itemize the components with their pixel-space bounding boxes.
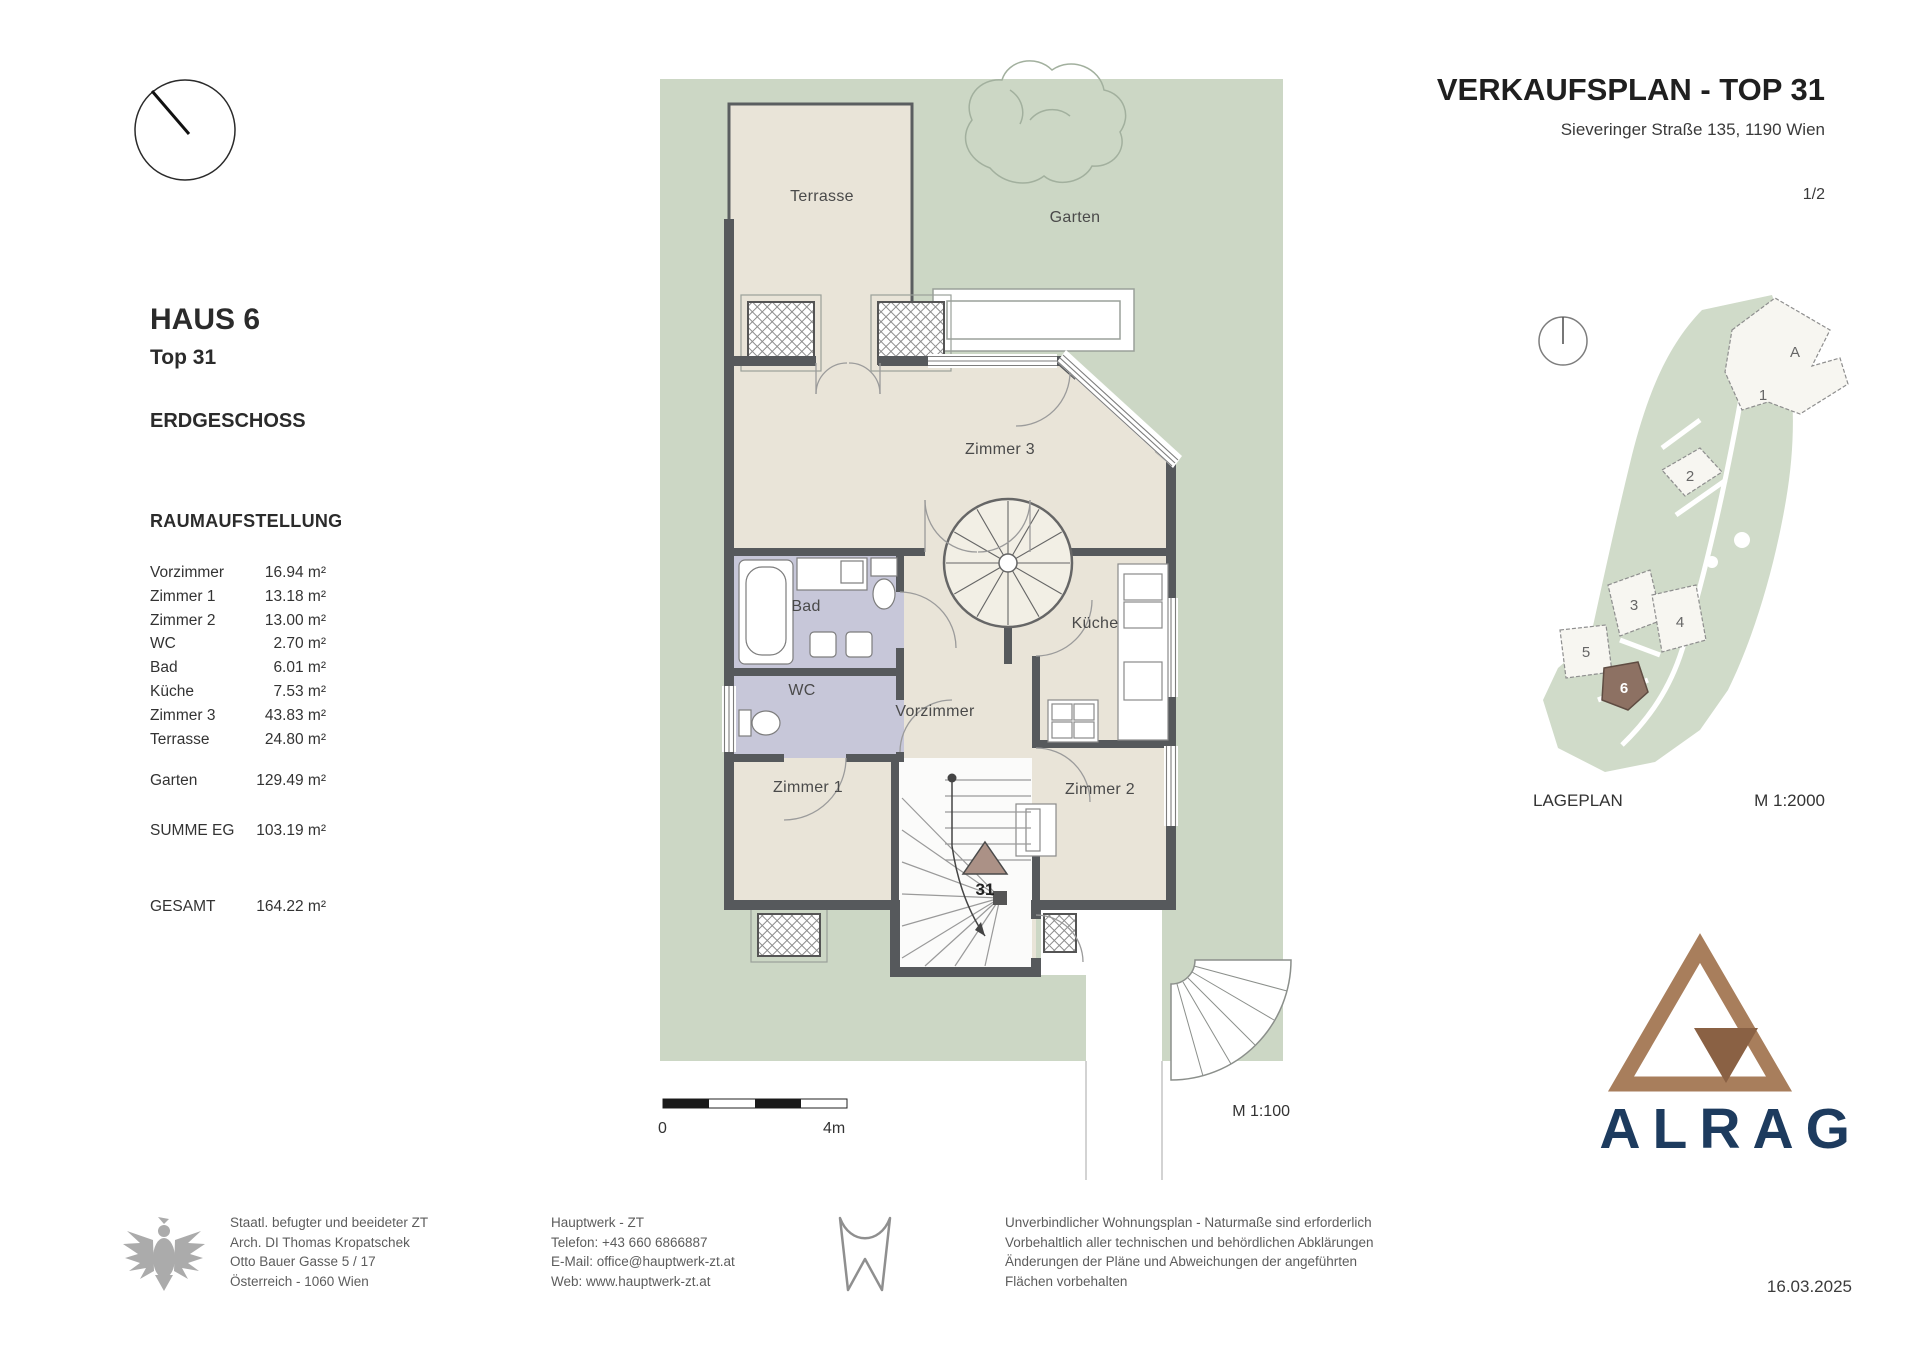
site-label-1: 1 [1758, 387, 1768, 404]
sum-eg-area: 103.19 m² [256, 822, 326, 839]
site-label-5: 5 [1581, 644, 1591, 661]
table-row: Zimmer 1 13.18 m² [150, 587, 326, 605]
scale-zero: 0 [658, 1120, 667, 1137]
siteplan-compass-icon [1539, 317, 1587, 365]
room-label-bad: Bad [791, 598, 821, 615]
total-area: 164.22 m² [256, 898, 326, 915]
table-row: Zimmer 2 13.00 m² [150, 611, 326, 629]
plan-scale: M 1:100 [1232, 1103, 1290, 1120]
plan-date: 16.03.2025 [1766, 1277, 1852, 1296]
footer-line: Österreich - 1060 Wien [230, 1273, 369, 1289]
footer-line: E-Mail: office@hauptwerk-zt.at [551, 1254, 735, 1269]
site-label-4: 4 [1675, 614, 1685, 631]
footer-line: Telefon: +43 660 6866887 [551, 1234, 708, 1250]
entrance-number: 31 [975, 880, 995, 899]
room-table-body [150, 561, 326, 751]
footer-disclaimer [1005, 1213, 1374, 1291]
room-label-zimmer2: Zimmer 2 [1065, 781, 1135, 798]
footer-line: Otto Bauer Gasse 5 / 17 [230, 1254, 376, 1269]
garden-label: Garten [150, 772, 198, 789]
footer-line: Hauptwerk - ZT [551, 1215, 645, 1230]
footer-line: Unverbindlicher Wohnungsplan - Naturmaße sind erforderlich [1005, 1215, 1372, 1230]
table-row: Vorzimmer 16.94 m² [150, 564, 326, 581]
footer-line: Änderungen der Pläne und Abweichungen der angeführten [1005, 1254, 1358, 1269]
room-label-kueche: Küche [1071, 615, 1119, 632]
hauptwerk-logo-icon [840, 1218, 890, 1290]
table-row: Bad 6.01 m² [150, 659, 326, 677]
footer-office [551, 1213, 735, 1291]
room-label-vorzimmer: Vorzimmer [895, 703, 975, 720]
alrag-wordmark: ALRAG [1599, 1097, 1862, 1161]
footer-architect [230, 1213, 428, 1291]
site-label-a: A [1789, 344, 1801, 361]
garden-area: 129.49 m² [256, 772, 326, 789]
site-label-6: 6 [1619, 680, 1629, 697]
footer-line: Arch. DI Thomas Kropatschek [230, 1234, 410, 1250]
lageplan-label: LAGEPLAN [1533, 791, 1623, 810]
table-row: Zimmer 3 43.83 m² [150, 706, 326, 724]
house-title: HAUS 6 [150, 303, 261, 336]
scale-four: 4m [823, 1120, 846, 1137]
footer-line: Web: www.hauptwerk-zt.at [551, 1273, 711, 1289]
footer-line: Flächen vorbehalten [1005, 1273, 1128, 1289]
room-table-title: RAUMAUFSTELLUNG [150, 511, 343, 531]
table-row: Küche 7.53 m² [150, 682, 326, 700]
site-label-3: 3 [1629, 597, 1639, 614]
eagle-icon [123, 1217, 205, 1291]
footer-line: Vorbehaltlich aller technischen und behördlichen Abklärungen [1005, 1234, 1374, 1250]
table-row: WC 2.70 m² [150, 635, 326, 653]
page-title: VERKAUFSPLAN - TOP 31 [1436, 72, 1825, 107]
sum-eg-row [150, 822, 326, 840]
footer-line: Staatl. befugter und beeideter ZT [230, 1215, 429, 1230]
lageplan-scale: M 1:2000 [1754, 791, 1825, 810]
room-label-garten: Garten [1049, 209, 1101, 226]
room-label-wc: WC [788, 682, 816, 699]
north-compass-icon [135, 80, 235, 180]
garden-row [150, 772, 326, 790]
address: Sieveringer Straße 135, 1190 Wien [1560, 120, 1825, 139]
room-label-zimmer1: Zimmer 1 [773, 779, 843, 796]
table-row: Terrasse 24.80 m² [150, 730, 326, 748]
room-label-zimmer3: Zimmer 3 [965, 441, 1035, 458]
total-row [150, 898, 326, 916]
unit-title: Top 31 [150, 346, 217, 369]
site-label-2: 2 [1685, 468, 1695, 485]
floor-title: ERDGESCHOSS [150, 410, 306, 432]
room-label-terrasse: Terrasse [790, 188, 854, 205]
alrag-triangle-icon [1621, 948, 1779, 1084]
total-label: GESAMT [150, 898, 216, 915]
page-number: 1/2 [1802, 186, 1825, 203]
sum-eg-label: SUMME EG [150, 822, 235, 839]
